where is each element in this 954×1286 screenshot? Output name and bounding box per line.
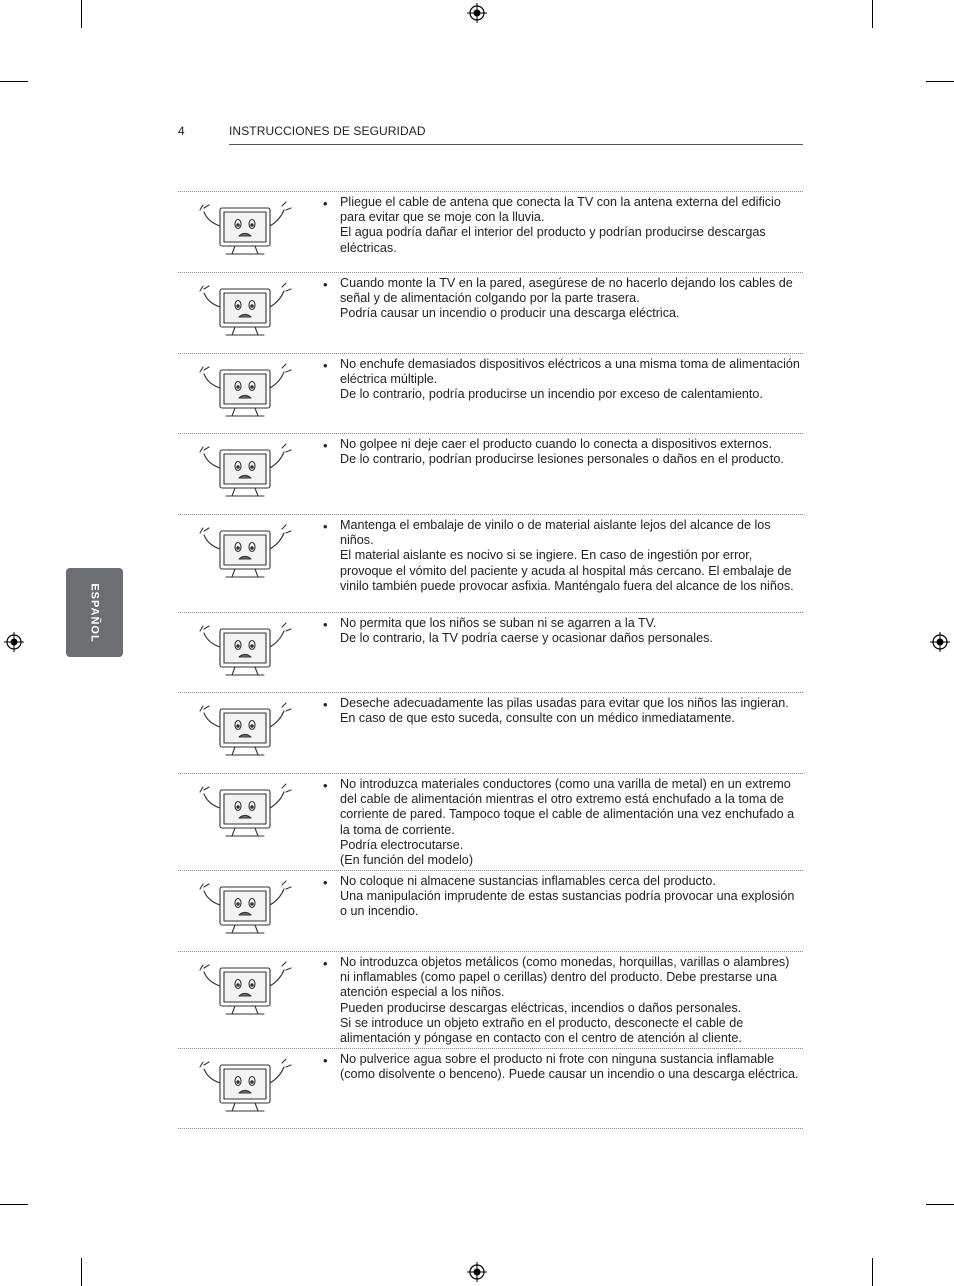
safety-item-text: [340, 777, 802, 868]
safety-list: [178, 191, 803, 1129]
safety-item-line: De lo contrario, la TV podría caerse y ocasionar daños personales.: [340, 631, 713, 646]
plastic-bag-child-icon: [180, 519, 300, 591]
crop-mark: [872, 1258, 873, 1286]
metal-objects-tv-icon: [180, 956, 300, 1028]
crop-mark: [872, 0, 873, 28]
safety-item-line: (En función del modelo): [340, 853, 474, 868]
safety-item-line: El material aislante es nocivo si se ingiere. En caso de ingestión por error, provoque el vómito del paciente y acuda al hospital más cercano. El embalaje de vinilo también puede provocar asfixia. Manténgalo fuera del alcance de los niños.: [340, 548, 794, 593]
registration-mark-icon: [467, 3, 487, 23]
registration-mark-icon: [930, 632, 950, 652]
safety-item: [178, 612, 803, 692]
safety-item-line: Podría causar un incendio o producir una descarga eléctrica.: [340, 306, 680, 321]
bullet-icon: •: [323, 358, 328, 373]
bullet-icon: •: [323, 697, 328, 712]
child-pulling-tv-icon: [180, 438, 300, 510]
safety-item-line: No pulverice agua sobre el producto ni frote con ninguna sustancia inflamable (como disolvente o benceno). Puede causar un incendio o una descarga eléctrica.: [340, 1052, 799, 1082]
power-cord-conductor-icon: [180, 778, 300, 850]
safety-item-line: Cuando monte la TV en la pared, asegúrese de no hacerlo dejando los cables de señal y de alimentación colgando por la parte trasera.: [340, 276, 793, 306]
safety-item: [178, 514, 803, 612]
safety-item-line: No introduzca materiales conductores (como una varilla de metal) en un extremo del cable de alimentación mientras el otro extremo está enchufado a la toma de corriente de pared. Tampoco toque el cable de alimentación una vez enchufado a la toma de corriente.: [340, 777, 795, 837]
bullet-icon: •: [323, 617, 328, 632]
safety-item: [178, 1048, 803, 1129]
safety-item-line: No coloque ni almacene sustancias inflamables cerca del producto.: [340, 874, 716, 888]
safety-item-text: [340, 1052, 802, 1082]
language-tab: [66, 568, 123, 657]
safety-item-line: No golpee ni deje caer el producto cuando lo conecta a dispositivos externos.: [340, 437, 772, 451]
safety-item-line: Pliegue el cable de antena que conecta la TV con la antena externa del edificio para evitar que se moje con la lluvia.: [340, 195, 781, 225]
safety-item-line: Si se introduce un objeto extraño en el producto, desconecte el cable de alimentación y póngase en contacto con el centro de atención al cliente.: [340, 1015, 744, 1046]
safety-item-line: No enchufe demasiados dispositivos eléctricos a una misma toma de alimentación eléctrica múltiple.: [340, 357, 800, 387]
safety-item-line: Una manipulación imprudente de estas sustancias podría provocar una explosión o un incendio.: [340, 889, 795, 919]
safety-item-text: [340, 276, 802, 322]
bullet-icon: •: [323, 196, 328, 211]
crop-mark: [81, 1258, 82, 1286]
safety-item-line: Mantenga el embalaje de vinilo o de material aislante lejos del alcance de los niños.: [340, 518, 771, 548]
safety-item-text: [340, 518, 802, 594]
safety-item-line: De lo contrario, podría producirse un incendio por exceso de calentamiento.: [340, 387, 763, 402]
bullet-icon: •: [323, 956, 328, 971]
safety-item-line: En caso de que esto suceda, consulte con un médico inmediatamente.: [340, 711, 735, 726]
page-title: INSTRUCCIONES DE SEGURIDAD: [229, 124, 426, 138]
safety-item-text: [340, 696, 802, 726]
safety-item: [178, 692, 803, 773]
safety-item-text: [340, 195, 802, 256]
safety-item-line: Deseche adecuadamente las pilas usadas para evitar que los niños las ingieran.: [340, 696, 789, 710]
bullet-icon: •: [323, 1053, 328, 1068]
flammable-substances-icon: [180, 875, 300, 947]
language-tab-label: ESPAÑOL: [88, 582, 101, 643]
safety-item-line: De lo contrario, podrían producirse lesiones personales o daños en el producto.: [340, 452, 784, 467]
safety-item: [178, 191, 803, 272]
header-divider: [229, 144, 803, 145]
bullet-icon: •: [323, 277, 328, 292]
safety-item-line: Podría electrocutarse.: [340, 837, 464, 852]
safety-item: [178, 353, 803, 433]
safety-item: [178, 272, 803, 353]
crop-mark: [926, 1204, 954, 1205]
water-spray-tv-icon: [180, 1053, 300, 1125]
wall-mount-cables-icon: [180, 277, 300, 349]
bullet-icon: •: [323, 778, 328, 793]
bullet-icon: •: [323, 438, 328, 453]
safety-item: [178, 433, 803, 514]
safety-item-text: [340, 955, 802, 1046]
batteries-child-icon: [180, 697, 300, 769]
safety-item: [178, 951, 803, 1048]
safety-item-line: No introduzca objetos metálicos (como monedas, horquillas, varillas o alambres) ni inflamables (como papel o cerillas) dentro del producto. Debe prestarse una atención especial a los niños.: [340, 955, 790, 1000]
child-climbing-tv-icon: [180, 617, 300, 689]
safety-item: [178, 870, 803, 951]
bullet-icon: •: [323, 519, 328, 534]
crop-mark: [0, 1204, 28, 1205]
safety-item-text: [340, 616, 802, 646]
safety-item-text: [340, 874, 802, 920]
safety-item-line: El agua podría dañar el interior del producto y podrían producirse descargas eléctricas.: [340, 225, 766, 255]
safety-item-text: [340, 357, 802, 403]
crop-mark: [926, 81, 954, 82]
bullet-icon: •: [323, 875, 328, 890]
antenna-cable-rain-icon: [180, 196, 300, 268]
registration-mark-icon: [467, 1262, 487, 1282]
registration-mark-icon: [4, 632, 24, 652]
crop-mark: [81, 0, 82, 28]
safety-item-line: No permita que los niños se suban ni se agarren a la TV.: [340, 616, 657, 630]
page-number: 4: [178, 124, 185, 138]
safety-item: [178, 773, 803, 870]
safety-item-text: [340, 437, 802, 467]
crop-mark: [0, 81, 28, 82]
power-strip-overload-icon: [180, 358, 300, 430]
safety-item-line: Pueden producirse descargas eléctricas, incendios o daños personales.: [340, 1000, 742, 1015]
